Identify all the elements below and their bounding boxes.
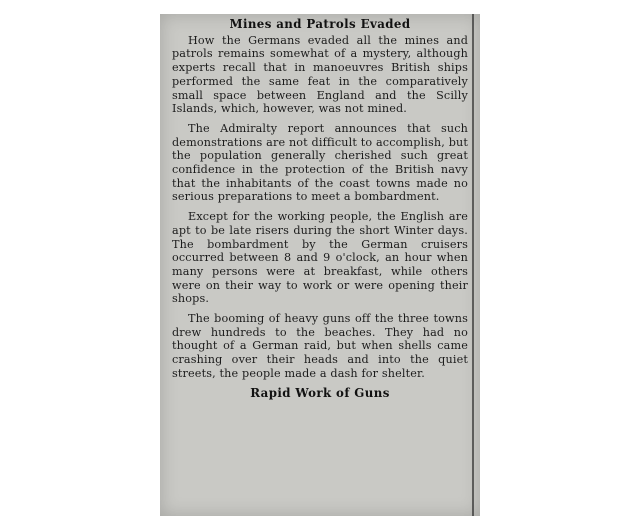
next-headline: Rapid Work of Guns [250, 385, 390, 400]
article-paragraph-1: How the Germans evaded all the mines and patrols remains somewhat of a mystery, although experts recall that in manoeuvres British ships performed the same feat in the comparatively small space between England and the Scilly Islands, which, however, was not mined. [172, 33, 468, 116]
newspaper-clipping [160, 14, 480, 516]
article-headline: Mines and Patrols Evaded [229, 17, 411, 31]
article-paragraph-4: The booming of heavy guns off the three towns drew hundreds to the beaches. They had no thought of a German raid, but when shells came crashing over their heads and into the quiet streets, the people made a dash for shelter. [172, 312, 468, 380]
column-divider [472, 14, 474, 516]
article-body [172, 18, 468, 400]
article-paragraph-3: Except for the working people, the English are apt to be late risers during the short Winter days. The bombardment by the German cruisers occurred between 8 and 9 o'clock, an hour when many persons were at breakfast, while others were on their way to work or were opening their shops. [172, 210, 468, 306]
article-paragraph-2: The Admiralty report announces that such demonstrations are not difficult to accomplish, but the population generally cherished such great confidence in the protection of the British navy that the inhabitants of the coast towns made no serious preparations to meet a bombardment. [172, 121, 469, 204]
